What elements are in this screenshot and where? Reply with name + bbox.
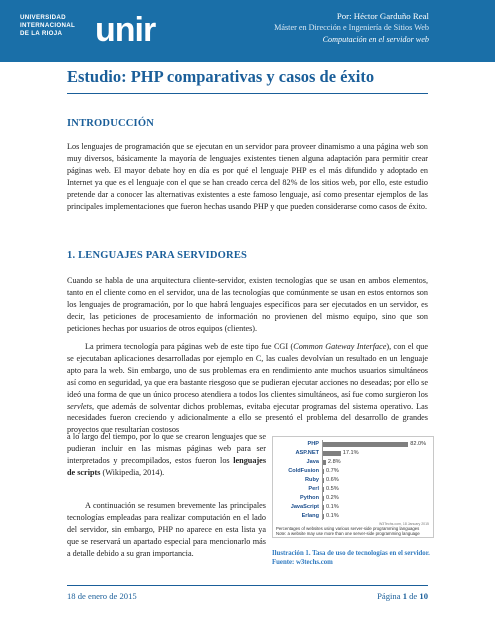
section-1-heading: 1. LENGUAJES PARA SERVIDORES <box>67 250 248 261</box>
chart-value-label: 0.1% <box>326 504 339 510</box>
chart-category-label: Python <box>300 495 319 501</box>
university-line-3: DE LA RIOJA <box>20 30 63 37</box>
subject-line: Computación en el servidor web <box>322 35 429 44</box>
chart-bar <box>323 460 326 465</box>
chart-value-label: 0.2% <box>326 495 339 501</box>
chart-credit: W3Techs.com, 18 January 2015 <box>379 522 429 526</box>
chart-category-label: Perl <box>308 486 319 492</box>
chart-bar <box>323 478 324 483</box>
footer-divider <box>67 585 428 586</box>
p3-text-b: (Wikipedia, 2014). <box>100 467 165 477</box>
section-1-paragraph-2 <box>67 341 428 436</box>
degree-line: Máster en Dirección e Ingeniería de Sitios Web <box>274 23 429 32</box>
chart-note-line-2: Note: a website may use more than one server-side programming language <box>276 531 420 536</box>
chart-bar <box>323 505 324 510</box>
university-line-1: UNIVERSIDAD <box>20 14 66 21</box>
section-1-paragraph-3 <box>67 431 266 479</box>
intro-paragraph: Los lenguajes de programación que se ejecutan en un servidor para proveer dinamismo a una página web son muy diversos, básicamente la mayoría de lenguajes existentes tienen alguna adaptación para permitir crear páginas web. El mayor debate hoy en día es por qué el lenguaje PHP es el más difundido y adoptado en Internet ya que es el lenguaje con el que se han creado cerca del 82% de los sitios web, por ello, este estudio pretende dar a conocer las alternativas existentes a este famoso lenguaje, así como presentar ejemplos de las principales implementaciones que fueron hechas usando PHP y que pueden considerarse como casos de éxito. <box>67 142 428 211</box>
chart-row <box>273 512 433 521</box>
chart-category-label: ASP.NET <box>295 450 319 456</box>
chart-row <box>273 494 433 503</box>
chart-value-label: 0.7% <box>326 468 339 474</box>
chart-bar <box>323 496 324 501</box>
chart-bar <box>323 514 324 519</box>
chart-category-label: ColdFusion <box>288 468 319 474</box>
p2-servlets-term: servlets <box>67 401 93 411</box>
section-1-paragraph-4: A continuación se resumen brevemente las principales tecnologías empleadas para realizar computación en el lado del servidor, sin embargo, PHP no aparece en esta lista ya que se reservará un apartado especial para mencionarlo más a detalle debido a su gran importancia. <box>67 501 266 558</box>
footer-date: 18 de enero de 2015 <box>67 591 137 601</box>
header-banner <box>0 0 495 62</box>
chart-row <box>273 476 433 485</box>
chart-category-label: Ruby <box>305 477 319 483</box>
chart-bar <box>323 451 341 456</box>
chart-value-label: 0.6% <box>326 477 339 483</box>
chart-value-label: 0.5% <box>326 486 339 492</box>
chart-value-label: 17.1% <box>342 450 359 456</box>
server-languages-chart <box>272 436 434 538</box>
title-divider <box>67 93 428 94</box>
page-total: 10 <box>419 591 428 601</box>
page-current: 1 <box>402 591 407 601</box>
university-line-2: INTERNACIONAL <box>20 22 76 29</box>
chart-bar <box>323 469 324 474</box>
p2-text-a: La primera tecnología para páginas web de este tipo fue CGI ( <box>85 342 294 351</box>
chart-row <box>273 503 433 512</box>
chart-row <box>273 485 433 494</box>
unir-logo: unir <box>95 11 156 49</box>
document-title: Estudio: PHP comparativas y casos de éxito <box>67 67 375 86</box>
chart-bar <box>323 487 324 492</box>
chart-bar <box>323 442 408 447</box>
university-name <box>20 14 75 38</box>
footer-page-number <box>377 591 428 601</box>
chart-row <box>273 467 433 476</box>
chart-row <box>273 449 433 458</box>
chart-row <box>273 440 433 449</box>
chart-category-label: JavaScript <box>290 504 319 510</box>
chart-category-label: Java <box>306 459 319 465</box>
chart-value-label: 0.1% <box>326 513 339 519</box>
p2-text-c: , que además de solventar dichos problemas, evitaba ejecutar programas del sistema operativo. Las necesidades fueron creciendo y adicionalmente a ello se presentó el problema del desarrollo de grandes proyectos que resultarían costosos <box>67 401 428 435</box>
section-1-paragraph-1: Cuando se habla de una arquitectura cliente-servidor, existen tecnologías que se usan en ambos elementos, tanto en el cliente como en el servidor, una de las tecnologías que comúnmente se usan en estos entornos son los lenguajes de programación, por lo que habrá lenguajes específicos para ser ejecutados en un servidor, es decir, las peticiones de procesamiento de información no provienen del mismo equipo, sino que son peticiones hechas por usuarios de otros equipos (clientes). <box>67 276 428 333</box>
chart-category-label: PHP <box>307 441 319 447</box>
p3-bold-term: lenguajes de scripts <box>67 455 266 477</box>
page-prefix: Página <box>377 591 403 601</box>
page-separator: de <box>406 591 420 601</box>
chart-value-label: 82.0% <box>410 441 427 447</box>
chart-note-line-1: Percentages of websites using various server-side programming languages <box>276 526 420 531</box>
p2-cgi-term: Common Gateway Interface <box>293 342 387 351</box>
p3-text-a: a lo largo del tiempo, por lo que se crearon lenguajes que se pudieran incluir en las mismas páginas web para ser interpretados y precompilados, estos fueron los <box>67 432 266 465</box>
chart-row <box>273 458 433 467</box>
chart-value-label: 2.8% <box>327 459 341 465</box>
figure-caption: Ilustración 1. Tasa de uso de tecnologías en el servidor. Fuente: w3techs.com <box>272 550 430 566</box>
chart-category-label: Erlang <box>301 513 319 519</box>
author-line: Por: Héctor Garduño Real <box>336 11 429 21</box>
p2-text-b: ), con el que se ejecutaban aplicaciones desarrolladas por ejemplo en C, las cuales devolvían un resultado en un lenguaje apto para la web. Sin embargo, uno de sus problemas era en rendimiento ante muchos usuarios simultáneos así como en seguridad, ya que era bastante riesgoso que se pudieran ejecutar acciones no deseadas; por ello se ideó una forma de que un único proceso atendiera a todos los clientes simultáneos, así fue como surgieron los <box>67 342 428 399</box>
intro-heading: INTRODUCCIÓN <box>67 118 154 129</box>
chart-note <box>276 526 430 536</box>
